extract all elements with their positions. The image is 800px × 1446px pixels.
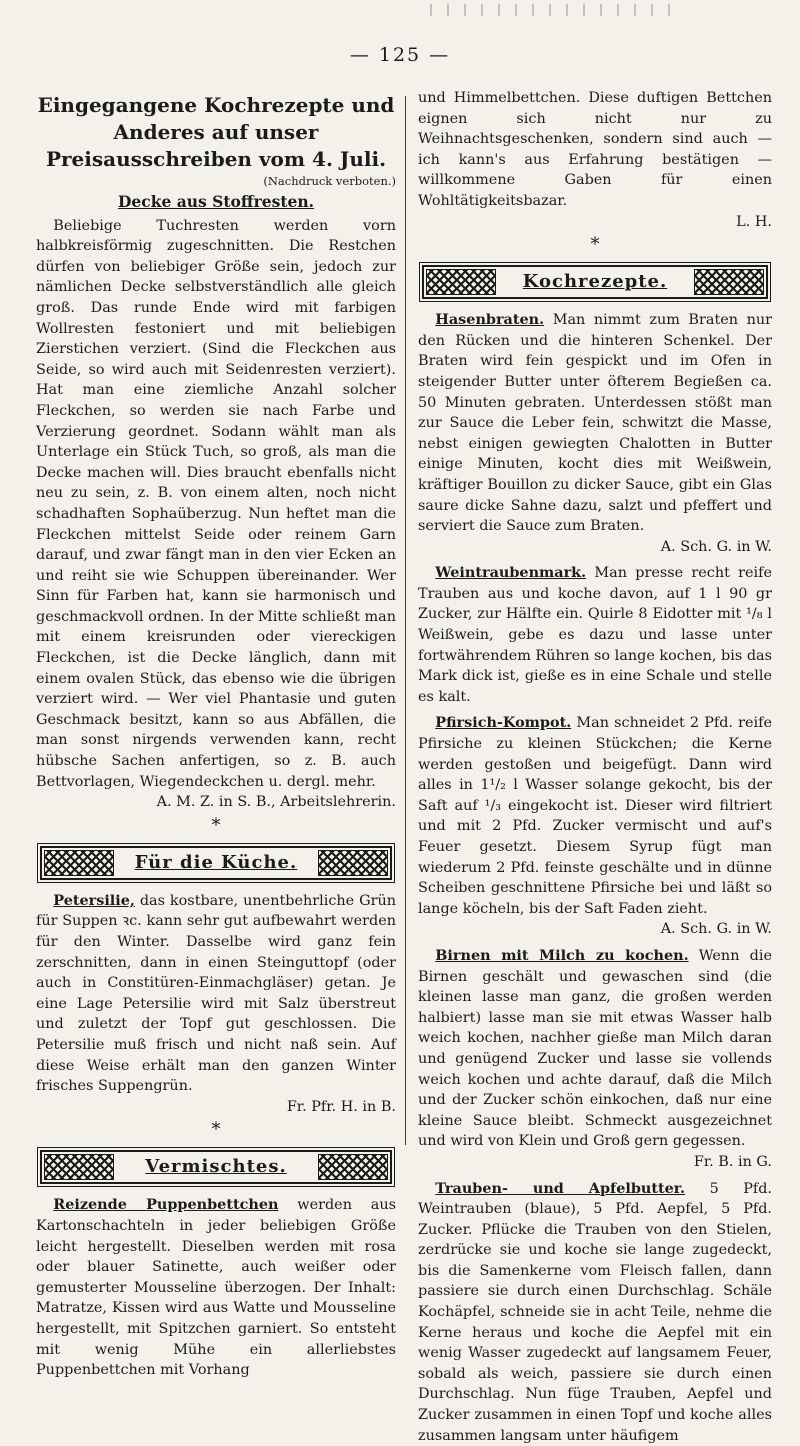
print-speckle — [430, 4, 670, 16]
pfirsich-paragraph — [418, 713, 772, 919]
hasenbraten-signature: A. Sch. G. in W. — [418, 537, 772, 558]
separator-star: * — [418, 232, 772, 258]
ornament-right-icon — [318, 1154, 388, 1180]
ornament-left-icon — [44, 1154, 114, 1180]
reprint-note: (Nachdruck verboten.) — [36, 173, 396, 190]
banner-title: Für die Küche. — [135, 853, 298, 874]
hasenbraten-runin: Hasenbraten. — [435, 311, 544, 328]
puppenbett-body: werden aus Kartonschachteln in jeder beliebigen Größe leicht hergestellt. Dieselben werden mit rosa oder blauer Satinette, auch weißer oder gemusterter Mousseline überzogen. Der Inhalt: Matratze, Kissen wird aus Watte und Mousseline hergestellt, mit Spitzchen garniert. So entsteht mit wenig Mühe ein allerliebstes Puppenbettchen mit Vorhang — [36, 1197, 396, 1378]
apfelbutter-paragraph — [418, 1179, 772, 1446]
birnen-paragraph — [418, 946, 772, 1152]
petersilie-paragraph — [36, 891, 396, 1097]
ornament-left-icon — [44, 850, 114, 876]
column-divider — [405, 96, 406, 1145]
decke-signature: A. M. Z. in S. B., Arbeitslehrerin. — [36, 792, 396, 813]
puppenbett-paragraph — [36, 1195, 396, 1380]
section-banner-kueche — [40, 846, 392, 880]
apfelbutter-body: 5 Pfd. Weintrauben (blaue), 5 Pfd. Aepfel, 5 Pfd. Zucker. Pflücke die Trauben von den Stielen, zerdrücke sie und koche sie lange zugedeckt, bis die Samenkerne vom Fleisch fallen, dann passiere sie durch einen Durchschlag. Schäle Kochäpfel, schneide sie in acht Teile, nehme die Kerne heraus und koche die Aepfel mit ein wenig Wasser zugedeckt auf langsamem Feuer, sobald als weich, passiere sie durch einen Durchschlag. Nun füge Trauben, Aepfel und Zucker zusammen in einen Topf und koche alles zusammen langsam unter häufigem — [418, 1181, 772, 1444]
page-headline: Eingegangene Kochrezepte und Anderes auf unser Preisausschreiben vom 4. Juli. — [36, 92, 396, 173]
weintrauben-paragraph — [418, 563, 772, 707]
left-column — [36, 90, 396, 1149]
banner-title: Kochrezepte. — [523, 272, 668, 293]
section-banner-kochrezepte — [422, 265, 768, 299]
banner-title: Vermischtes. — [145, 1157, 286, 1178]
pfirsich-runin: Pfirsich-Kompot. — [435, 714, 571, 731]
birnen-runin: Birnen mit Milch zu kochen. — [435, 947, 688, 964]
right-column — [418, 90, 772, 1149]
apfelbutter-runin: Trauben- und Apfelbutter. — [435, 1180, 685, 1197]
petersilie-body: das kostbare, unentbehrliche Grün für Suppen ꝛc. kann sehr gut aufbewahrt werden für den Winter. Dasselbe wird ganz fein zerschnitten, dann in einen Steinguttopf (oder auch in Constitüren-Einmachgläser) getan. Je eine Lage Petersilie wird mit Salz überstreut und zuletzt der Topf gut geschlossen. Die Petersilie muß frisch und nicht naß sein. Auf diese Weise erhält man den ganzen Winter frisches Suppengrün. — [36, 893, 396, 1094]
petersilie-signature: Fr. Pfr. H. in B. — [36, 1097, 396, 1118]
weintrauben-body: Man presse recht reife Trauben aus und koche davon, auf 1 l 90 gr Zucker, zur Hälfte ein. Quirle 8 Eidotter mit ¹/₈ l Weißwein, gebe es dazu und lasse unter fortwährendem Rühren so lange kochen, bis das Mark dick ist, gieße es in eine Schale und stelle es kalt. — [418, 565, 772, 705]
ornament-right-icon — [318, 850, 388, 876]
petersilie-runin: Petersilie, — [53, 892, 135, 909]
puppenbett-continuation: und Himmelbettchen. Diese duftigen Bettchen eignen sich nicht nur zu Weihnachtsgeschenken, sondern sind auch — ich kann's aus Erfahrung bestätigen — willkommene Gaben für einen Wohltätigkeitsbazar. — [418, 88, 772, 212]
separator-star: * — [36, 1117, 396, 1143]
puppenbett-signature: L. H. — [418, 212, 772, 233]
birnen-body: Wenn die Birnen geschält und gewaschen sind (die kleinen lasse man ganz, die großen werden halbiert) lasse man sie mit etwas Wasser halb weich kochen, nachher gieße man Milch daran und genügend Zucker und lasse sie vollends weich kochen und achte darauf, daß die Milch und der Zucker schön einkochen, daß nur eine kleine Sauce bleibt. Schmeckt ausgezeichnet und wird von Klein und Groß gern gegessen. — [418, 948, 772, 1149]
separator-star: * — [36, 813, 396, 839]
pfirsich-body: Man schneidet 2 Pfd. reife Pfirsiche zu kleinen Stückchen; die Kerne werden gestoßen und beigefügt. Dann wird alles in 1¹/₂ l Wasser solange gekocht, bis der Saft auf ¹/₃ eingekocht ist. Dieser wird filtriert und mit 2 Pfd. Zucker vermischt und auf's Feuer gesetzt. Diesem Syrup fügt man wiederum 2 Pfd. feinste geschälte und in dünne Scheiben geschnittene Pfirsiche bei und läßt so lange köcheln, bis der Saft Faden zieht. — [418, 715, 772, 916]
ornament-right-icon — [694, 269, 764, 295]
weintrauben-runin: Weintraubenmark. — [435, 564, 586, 581]
hasenbraten-body: Man nimmt zum Braten nur den Rücken und die hinteren Schenkel. Der Braten wird fein gespickt und im Ofen in steigender Butter unter öfterem Begießen ca. 50 Minuten gebraten. Unterdessen stößt man zur Sauce die Leber fein, schwitzt die Masse, nebst einigen gewiegten Chalotten in Butter einige Minuten, kocht dies mit Weißwein, kräftiger Bouillon zu dicker Sauce, gibt ein Glas saure dicke Sahne dazu, salzt und pfeffert und serviert die Sauce zum Braten. — [418, 312, 772, 534]
puppenbett-runin: Reizende Puppenbettchen — [53, 1196, 278, 1213]
hasenbraten-paragraph — [418, 310, 772, 537]
birnen-signature: Fr. B. in G. — [418, 1152, 772, 1173]
page-number: — 125 — — [0, 44, 800, 66]
decke-body: Beliebige Tuchresten werden vorn halbkreisförmig zugeschnitten. Die Restchen dürfen von beliebiger Größe sein, jedoch zur nämlichen Decke selbstverständlich alle gleich groß. Das runde Ende wird mit farbigen Wollresten festoniert und mit beliebigen Zierstichen verziert. (Sind die Fleckchen aus Seide, so wird auch mit Seidenresten verziert). Hat man eine ziemliche Anzahl solcher Fleckchen, so werden sie nach Farbe und Verzierung geordnet. Sodann wählt man als Unterlage ein Stück Tuch, so groß, als man die Decke machen will. Dies braucht ebenfalls nicht neu zu sein, z. B. von einem alten, noch nicht schadhaften Sophaüberzug. Nun heftet man die Fleckchen mittelst Seide oder reinem Garn darauf, und zwar fängt man in den vier Ecken an und reiht sie wie Schuppen übereinander. Wer Sinn für Farben hat, kann sie harmonisch und geschmackvoll ordnen. In der Mitte schließt man mit einem kreisrunden oder viereckigen Fleckchen, ist die Decke länglich, dann mit einem ovalen Stück, das ebenso wie die übrigen verziert wird. — Wer viel Phantasie und guten Geschmack besitzt, kann so aus Abfällen, die man sonst nirgends verwenden kann, recht hübsche Sachen anfertigen, so z. B. auch Bettvorlagen, Wiegendeckchen u. dergl. mehr. — [36, 216, 396, 793]
decke-title: Decke aus Stoffresten. — [36, 192, 396, 213]
section-banner-vermischtes — [40, 1150, 392, 1184]
pfirsich-signature: A. Sch. G. in W. — [418, 919, 772, 940]
ornament-left-icon — [426, 269, 496, 295]
